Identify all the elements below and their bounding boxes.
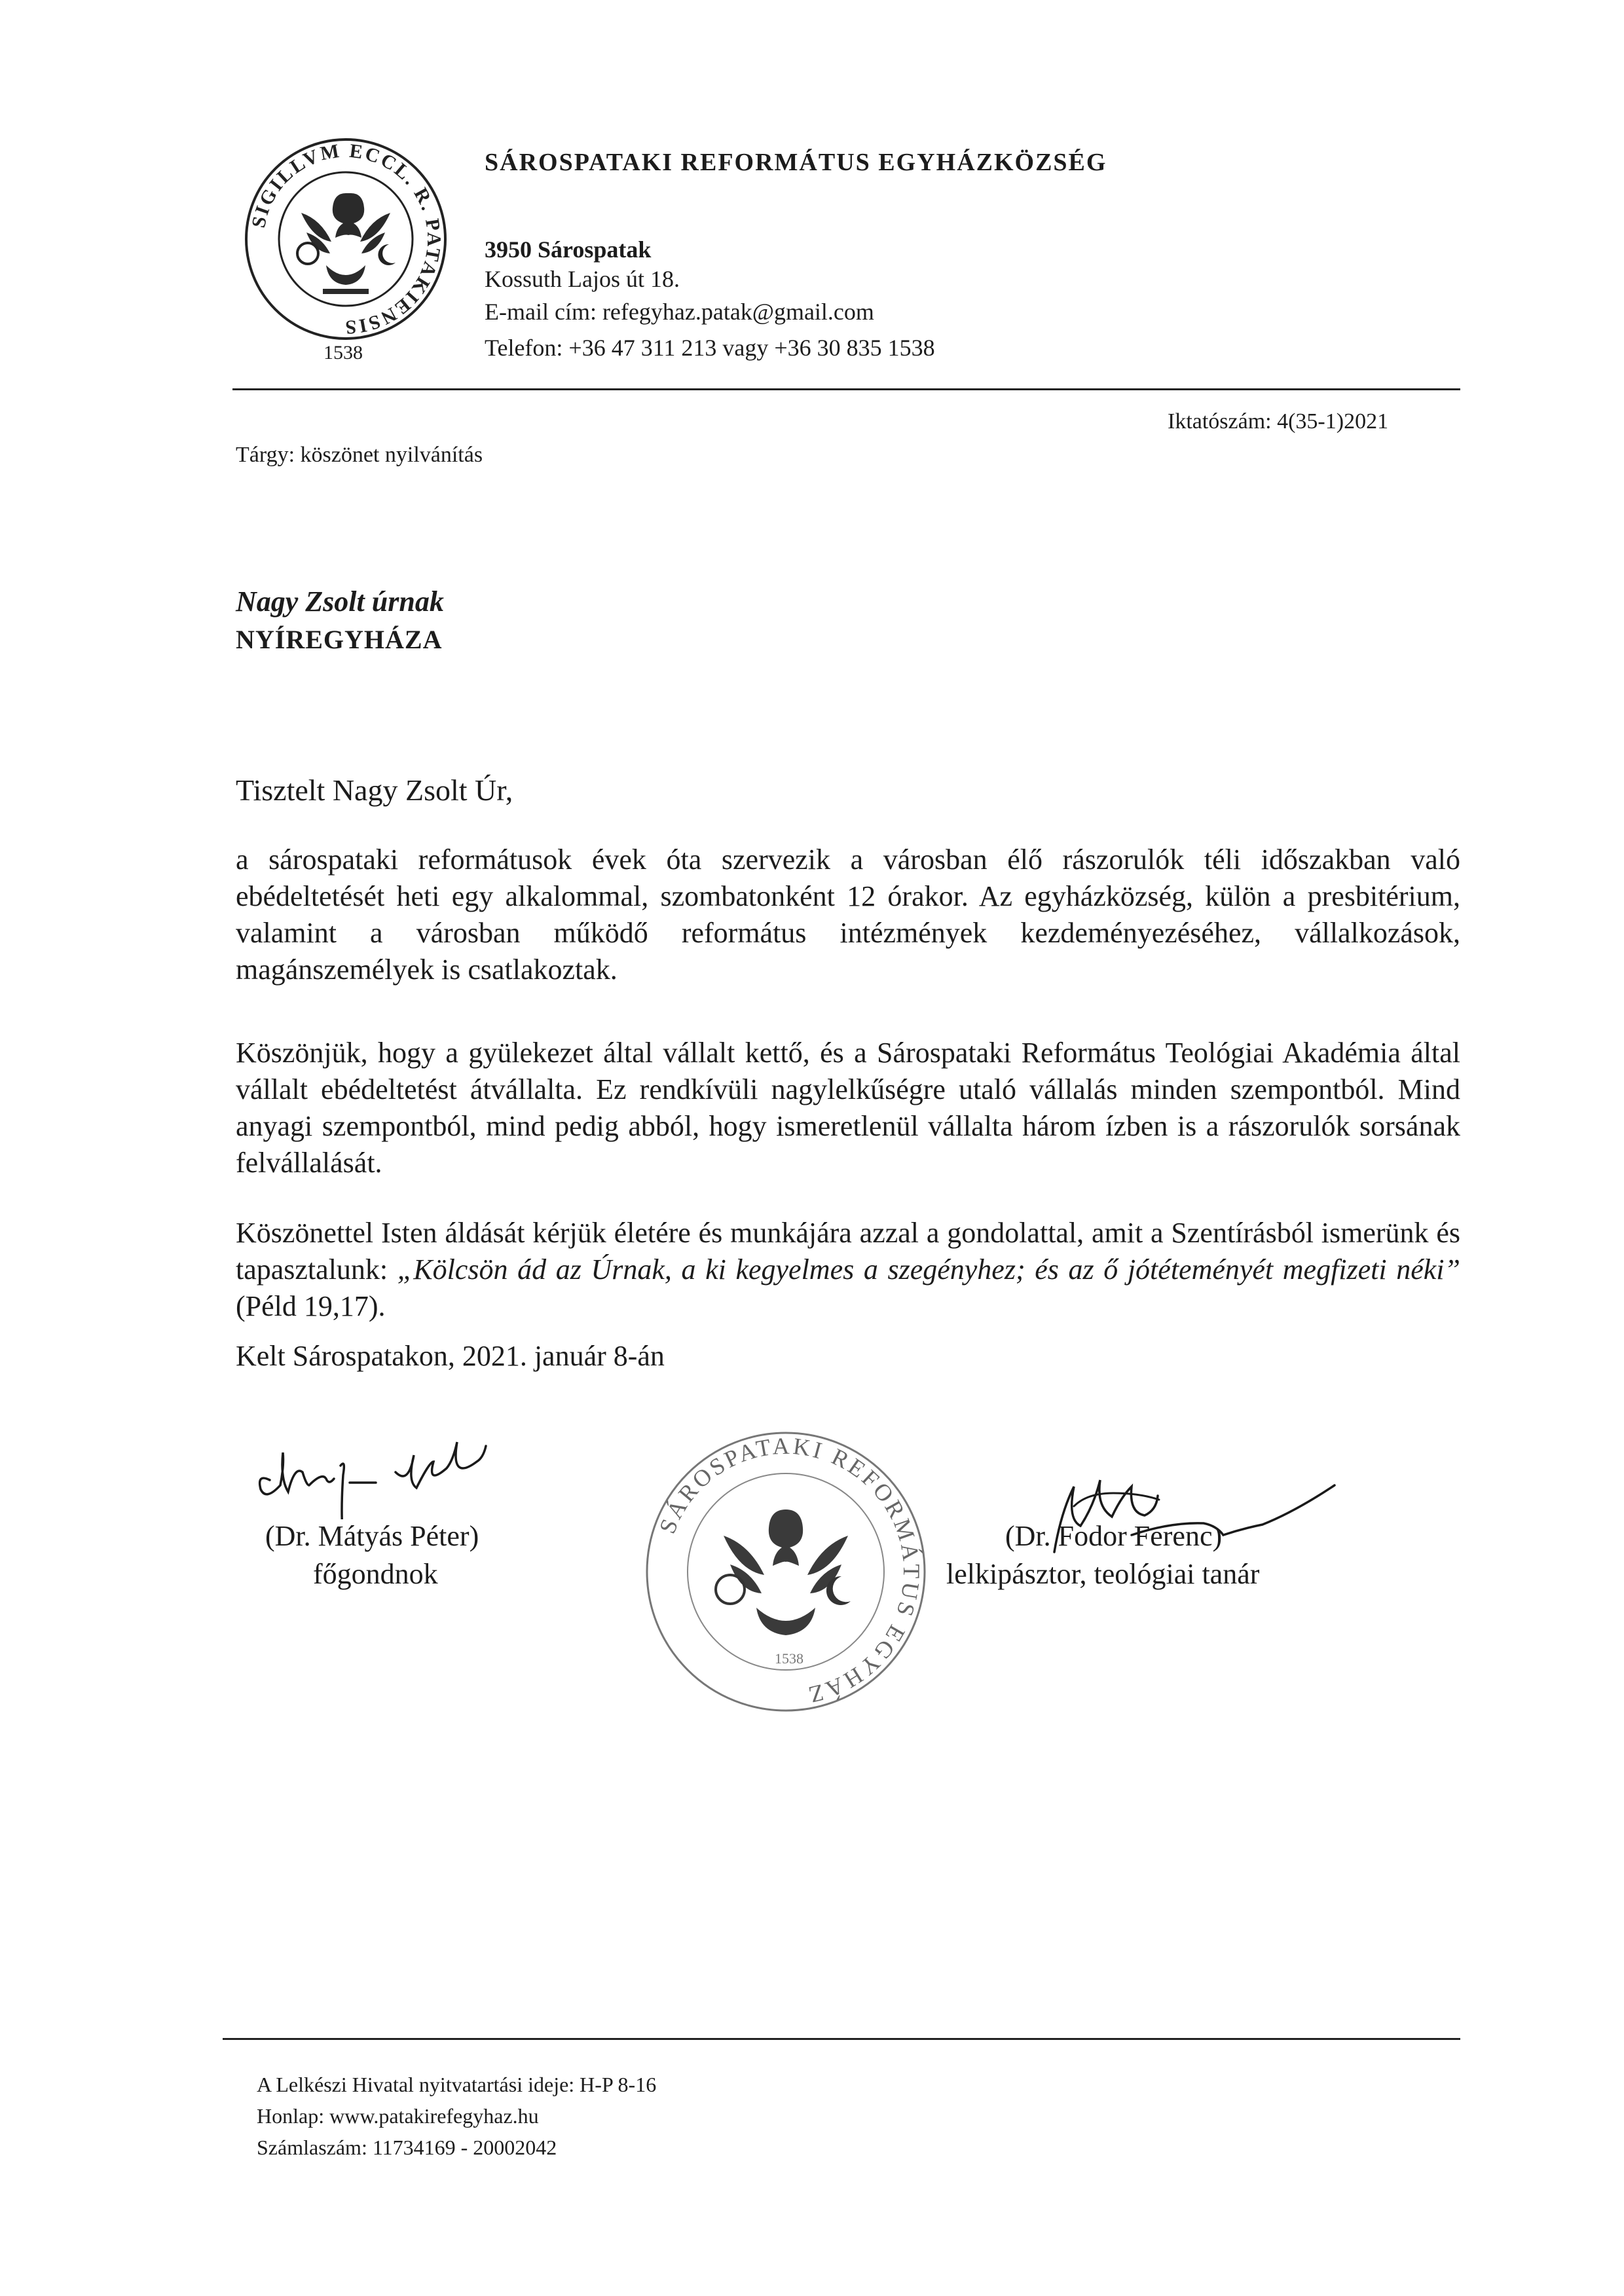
svg-text:SIGILLVM ECCL. R. PATAKIENSIS [248, 140, 445, 339]
organization-name: SÁROSPATAKI REFORMÁTUS EGYHÁZKÖZSÉG [485, 149, 1107, 176]
office-hours: A Lelkészi Hivatal nyitvatartási ideje: H-P 8-16 [257, 2073, 657, 2096]
contact-phone: Telefon: +36 47 311 213 vagy +36 30 835 1538 [485, 335, 935, 361]
body-paragraph-3 [236, 1215, 1460, 1325]
body-paragraph-2: Köszönjük, hogy a gyülekezet által vállalt kettő, és a Sárospataki Református Teológiai Akadémia által vállalt ebédeltetést átvállalta. Ez rendkívüli nagylelkűségre utaló vállalás minden szempontból. Mind anyagi szempontból, mind pedig abból, hogy ismeretlenül vállalta három ízben is a rászorulók sorsának felvállalását. [236, 1037, 1460, 1179]
subject-line: Tárgy: köszönet nyilvánítás [236, 443, 483, 467]
signatory-right-name: (Dr. Fodor Ferenc) [1005, 1520, 1223, 1552]
seal-year: 1538 [323, 342, 363, 363]
address-city: 3950 Sárospatak [485, 236, 652, 263]
registration-number: Iktatószám: 4(35-1)2021 [1168, 409, 1389, 434]
church-seal-logo [241, 134, 451, 344]
stamp-ring-text: SÁROSPATAKI REFORMÁTUS EGYHÁZ [654, 1432, 925, 1709]
signatory-left-name: (Dr. Mátyás Péter) [265, 1520, 479, 1552]
address-street: Kossuth Lajos út 18. [485, 266, 680, 292]
recipient-name: Nagy Zsolt úrnak [236, 585, 444, 618]
recipient-city: NYÍREGYHÁZA [236, 625, 443, 654]
bank-account: Számlaszám: 11734169 - 20002042 [257, 2136, 557, 2159]
handwritten-signature-left [244, 1434, 558, 1519]
paragraph-3-text: Köszönettel Isten áldását kérjük életére és munkájára azzal a gondolattal, amit a Szentírásból ismerünk és tapasztalunk: [236, 1217, 1460, 1286]
body-paragraph-1: a sárospataki reformátusok évek óta szervezik a városban élő rászorulók téli időszakban való ebédeltetését heti egy alkalommal, szombatonként 12 órakor. Az egyházközség, külön a presbitérium, valamint a városban működő református intézmények kezdeményezéséhez, vállalkozások, magánszemélyek is csatlakoztak. [236, 843, 1460, 986]
bible-quote: „Kölcsön ád az Úrnak, a ki kegyelmes a szegényhez; és az ő jótéteményét megfizeti néki” [397, 1253, 1460, 1286]
bible-reference: (Péld 19,17). [236, 1290, 386, 1322]
footer-divider [223, 2038, 1460, 2040]
stamp-year: 1538 [775, 1650, 803, 1667]
date-line: Kelt Sárospatakon, 2021. január 8-án [236, 1340, 665, 1372]
official-stamp [638, 1424, 933, 1719]
contact-email: E-mail cím: refegyhaz.patak@gmail.com [485, 299, 874, 325]
signatory-left-role: főgondnok [313, 1558, 438, 1590]
header-divider [232, 388, 1460, 390]
signatory-right-role: lelkipásztor, teológiai tanár [946, 1558, 1260, 1590]
seal-ring-text: SIGILLVM ECCL. R. PATAKIENSIS [248, 139, 445, 339]
salutation: Tisztelt Nagy Zsolt Úr, [236, 773, 513, 807]
website: Honlap: www.patakirefegyhaz.hu [257, 2104, 539, 2128]
